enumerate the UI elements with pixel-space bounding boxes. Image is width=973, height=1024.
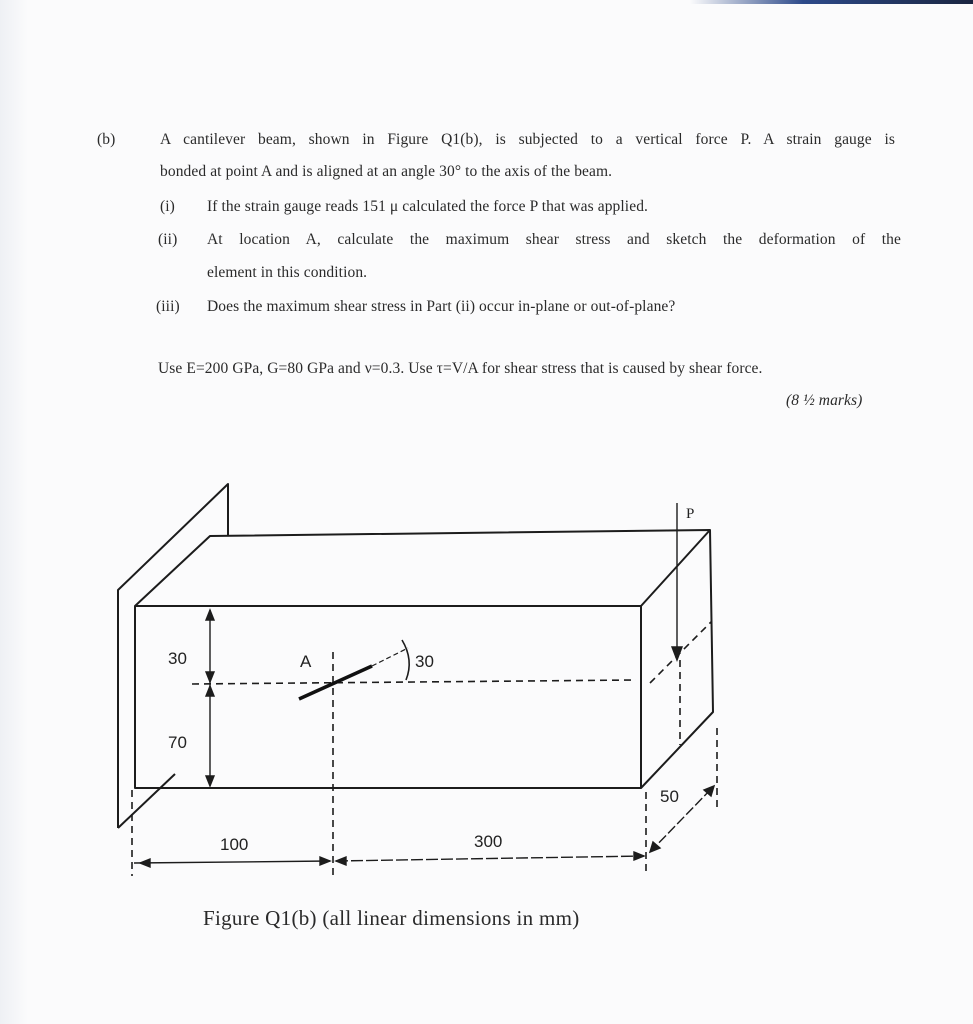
marks: (8 ½ marks) — [786, 392, 863, 409]
given-values: Use E=200 GPa, G=80 GPa and ν=0.3. Use τ=V/A for shear stress that is caused by shear force. — [158, 360, 763, 377]
subpart-label-iii: (iii) — [156, 298, 180, 315]
angle-label: 30 — [415, 652, 434, 671]
dim-bottom-label: 70 — [168, 733, 187, 752]
force-label: P — [686, 506, 695, 522]
dim-top-label: 30 — [168, 649, 187, 668]
dim-length-A-label: 100 — [220, 835, 249, 854]
subpart-label-ii: (ii) — [158, 231, 178, 248]
dim-length-total-label: 300 — [474, 832, 503, 851]
beam-top-face — [135, 530, 710, 606]
subpart-label-i: (i) — [160, 198, 175, 215]
intro-line-2: bonded at point A and is aligned at an angle 30° to the axis of the beam. — [160, 163, 613, 180]
intro-line-1: A cantilever beam, shown in Figure Q1(b), is subjected to a vertical force P. A strain gauge is — [160, 131, 895, 148]
beam-front-face — [135, 606, 641, 788]
angle-arc — [402, 640, 409, 680]
subpart-text-iii: Does the maximum shear stress in Part (ii) occur in-plane or out-of-plane? — [207, 298, 676, 315]
figure-caption: Figure Q1(b) (all linear dimensions in mm) — [203, 906, 580, 930]
dim-width-label: 50 — [660, 787, 679, 806]
part-label: (b) — [97, 131, 116, 148]
subpart-text-ii-line2: element in this condition. — [207, 264, 368, 281]
subpart-text-i: If the strain gauge reads 151 μ calculated the force P that was applied. — [207, 198, 649, 215]
subpart-text-ii-line1: At location A, calculate the maximum shear stress and sketch the deformation of the — [207, 231, 901, 248]
point-label: A — [300, 652, 312, 671]
